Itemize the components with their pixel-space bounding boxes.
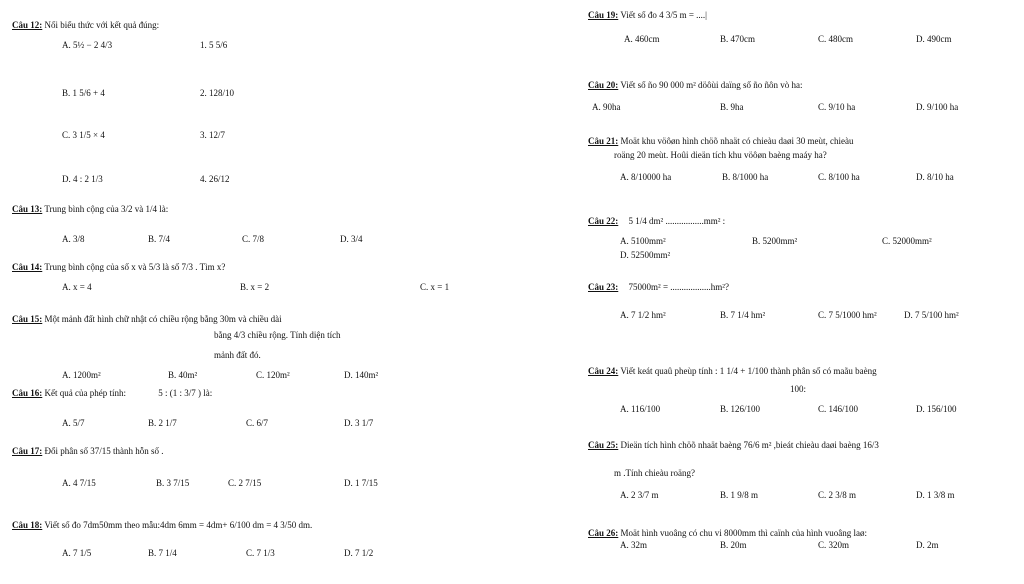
q17-option-b: B. 3 7/15 [156, 478, 190, 488]
question-label: Câu 14: [12, 262, 43, 272]
question-22 [588, 216, 725, 227]
q12-result-3 [200, 130, 225, 141]
question-label: Câu 25: [588, 440, 619, 450]
q16-option-b: B. 2 1/7 [148, 418, 177, 428]
q25-option-b: B. 1 9/8 m [720, 490, 759, 500]
q22-option-c: C. 52000mm² [882, 236, 932, 246]
row-expression: 5½ − 2 4/3 [73, 40, 113, 50]
q20-option-d: D. 9/100 ha [916, 102, 959, 112]
q12-row-a [62, 40, 112, 51]
q26-option-c: C. 320m [818, 540, 850, 550]
q23-option-c: C. 7 5/1000 hm² [818, 310, 877, 320]
q26-option-d: D. 2m [916, 540, 939, 550]
row-letter: A. [62, 40, 71, 50]
row-expression: 4 : 2 1/3 [73, 174, 103, 184]
question-text: Một mảnh đất hình chữ nhật có chiều rộng bằng 30m và chiều dài [44, 314, 282, 324]
question-label: Câu 19: [588, 10, 619, 20]
q12-row-b [62, 88, 105, 99]
question-25-line-2: m .Tính chieàu roäng? [614, 468, 695, 478]
q13-option-a: A. 3/8 [62, 234, 85, 244]
question-text: Dieän tích hình chöõ nhaät baèng 76/6 m² ,bieát chieàu daøi baèng 16/3 [620, 440, 879, 450]
question-16 [12, 388, 212, 399]
question-text: Moät hình vuoâng có chu vi 8000mm thì caïnh của hình vuoâng laø: [620, 528, 867, 538]
question-expression: 5 : (1 : 3/7 ) là: [158, 388, 213, 398]
q18-option-d: D. 7 1/2 [344, 548, 374, 558]
q17-option-c: C. 2 7/15 [228, 478, 262, 488]
question-text: Moät khu vöôøn hình chöõ nhaät có chieàu daøi 30 meùt, chieàu [620, 136, 854, 146]
question-23 [588, 282, 729, 293]
q24-option-d: D. 156/100 [916, 404, 957, 414]
row-letter: D. [62, 174, 71, 184]
q16-option-c: C. 6/7 [246, 418, 269, 428]
question-14 [12, 262, 225, 273]
q18-option-b: B. 7 1/4 [148, 548, 177, 558]
question-15 [12, 314, 282, 325]
q16-option-d: D. 3 1/7 [344, 418, 374, 428]
row-result: 12/7 [209, 130, 226, 140]
row-result: 128/10 [209, 88, 235, 98]
question-text: Viết số đo 4 3/5 m = ....| [620, 10, 707, 20]
q25-option-d: D. 1 3/8 m [916, 490, 955, 500]
question-12 [12, 20, 159, 31]
question-text: Viết keát quaû pheùp tính : 1 1/4 + 1/100 thành phân số có maãu baèng [620, 366, 877, 376]
q23-option-a: A. 7 1/2 hm² [620, 310, 666, 320]
question-text: Trung bình cộng của số x và 5/3 là số 7/3 . Tìm x? [44, 262, 226, 272]
question-24-line-2: 100: [790, 384, 807, 394]
question-label: Câu 21: [588, 136, 619, 146]
q15-option-d: D. 140m² [344, 370, 379, 380]
q18-option-c: C. 7 1/3 [246, 548, 275, 558]
question-text: Viết số đo 7dm50mm theo mẫu:4dm 6mm = 4dm+ 6/100 dm = 4 3/50 dm. [44, 520, 313, 530]
q24-option-c: C. 146/100 [818, 404, 859, 414]
question-label: Câu 20: [588, 80, 619, 90]
question-text: 5 1/4 dm² .................mm² : [628, 216, 726, 226]
question-text: Viết số ño 90 000 m² döôùi daïng số ño ñôn vò ha: [620, 80, 803, 90]
q14-option-c: C. x = 1 [420, 282, 450, 292]
row-letter: C. [62, 130, 71, 140]
q19-option-a: A. 460cm [624, 34, 660, 44]
question-25 [588, 440, 879, 451]
q13-option-d: D. 3/4 [340, 234, 363, 244]
question-text: Kết quả của phép tính: [44, 388, 126, 398]
question-label: Câu 26: [588, 528, 619, 538]
q12-result-2 [200, 88, 234, 99]
question-label: Câu 17: [12, 446, 43, 456]
q15-option-a: A. 1200m² [62, 370, 101, 380]
question-text: 75000m² = ..................hm²? [628, 282, 729, 292]
question-text: Trung bình cộng của 3/2 và 1/4 là: [44, 204, 169, 214]
q24-option-a: A. 116/100 [620, 404, 661, 414]
q26-option-b: B. 20m [720, 540, 747, 550]
question-label: Câu 18: [12, 520, 43, 530]
right-column [512, 0, 1024, 584]
question-17 [12, 446, 164, 457]
q21-option-d: D. 8/10 ha [916, 172, 954, 182]
row-number: 2. [200, 88, 207, 98]
q13-option-b: B. 7/4 [148, 234, 171, 244]
q14-option-a: A. x = 4 [62, 282, 92, 292]
q15-option-b: B. 40m² [168, 370, 198, 380]
q18-option-a: A. 7 1/5 [62, 548, 92, 558]
q21-option-b: B. 8/1000 ha [722, 172, 769, 182]
question-21 [588, 136, 853, 147]
question-text: Đổi phân số 37/15 thành hỗn số . [44, 446, 164, 456]
q25-option-a: A. 2 3/7 m [620, 490, 659, 500]
q15-option-c: C. 120m² [256, 370, 290, 380]
question-label: Câu 15: [12, 314, 43, 324]
q12-result-4 [200, 174, 230, 185]
question-18 [12, 520, 312, 531]
question-20 [588, 80, 803, 91]
row-result: 5 5/6 [209, 40, 228, 50]
q23-option-b: B. 7 1/4 hm² [720, 310, 766, 320]
q12-row-c [62, 130, 105, 141]
question-19 [588, 10, 707, 21]
question-15-line-2: bằng 4/3 chiều rộng. Tính diện tích [214, 330, 341, 340]
q12-row-d [62, 174, 103, 185]
question-label: Câu 13: [12, 204, 43, 214]
q14-option-b: B. x = 2 [240, 282, 270, 292]
question-text: Nối biểu thức với kết quả đúng: [44, 20, 160, 30]
q16-option-a: A. 5/7 [62, 418, 85, 428]
q20-option-a: A. 90ha [592, 102, 621, 112]
row-letter: B. [62, 88, 71, 98]
question-label: Câu 16: [12, 388, 43, 398]
q23-option-d: D. 7 5/100 hm² [904, 310, 959, 320]
q19-option-b: B. 470cm [720, 34, 755, 44]
row-number: 1. [200, 40, 207, 50]
q12-result-1 [200, 40, 227, 51]
row-number: 3. [200, 130, 207, 140]
row-result: 26/12 [209, 174, 230, 184]
question-15-line-3: mảnh đất đó. [214, 350, 261, 360]
q22-option-d: D. 52500mm² [620, 250, 671, 260]
question-label: Câu 12: [12, 20, 43, 30]
question-label: Câu 24: [588, 366, 619, 376]
q17-option-d: D. 1 7/15 [344, 478, 378, 488]
q21-option-a: A. 8/10000 ha [620, 172, 672, 182]
q19-option-c: C. 480cm [818, 34, 853, 44]
q17-option-a: A. 4 7/15 [62, 478, 96, 488]
q19-option-d: D. 490cm [916, 34, 952, 44]
q24-option-b: B. 126/100 [720, 404, 761, 414]
question-24 [588, 366, 877, 377]
row-number: 4. [200, 174, 207, 184]
q25-option-c: C. 2 3/8 m [818, 490, 857, 500]
q22-option-a: A. 5100mm² [620, 236, 666, 246]
question-21-line-2: roäng 20 meùt. Hoûi dieän tích khu vöôøn baèng maáy ha? [614, 150, 827, 160]
question-26 [588, 528, 867, 539]
q20-option-b: B. 9ha [720, 102, 744, 112]
question-13 [12, 204, 168, 215]
q21-option-c: C. 8/100 ha [818, 172, 860, 182]
q26-option-a: A. 32m [620, 540, 647, 550]
row-expression: 1 5/6 + 4 [72, 88, 105, 98]
q13-option-c: C. 7/8 [242, 234, 265, 244]
q22-option-b: B. 5200mm² [752, 236, 798, 246]
question-label: Câu 22: [588, 216, 619, 226]
question-label: Câu 23: [588, 282, 619, 292]
row-expression: 3 1/5 × 4 [72, 130, 105, 140]
q20-option-c: C. 9/10 ha [818, 102, 856, 112]
